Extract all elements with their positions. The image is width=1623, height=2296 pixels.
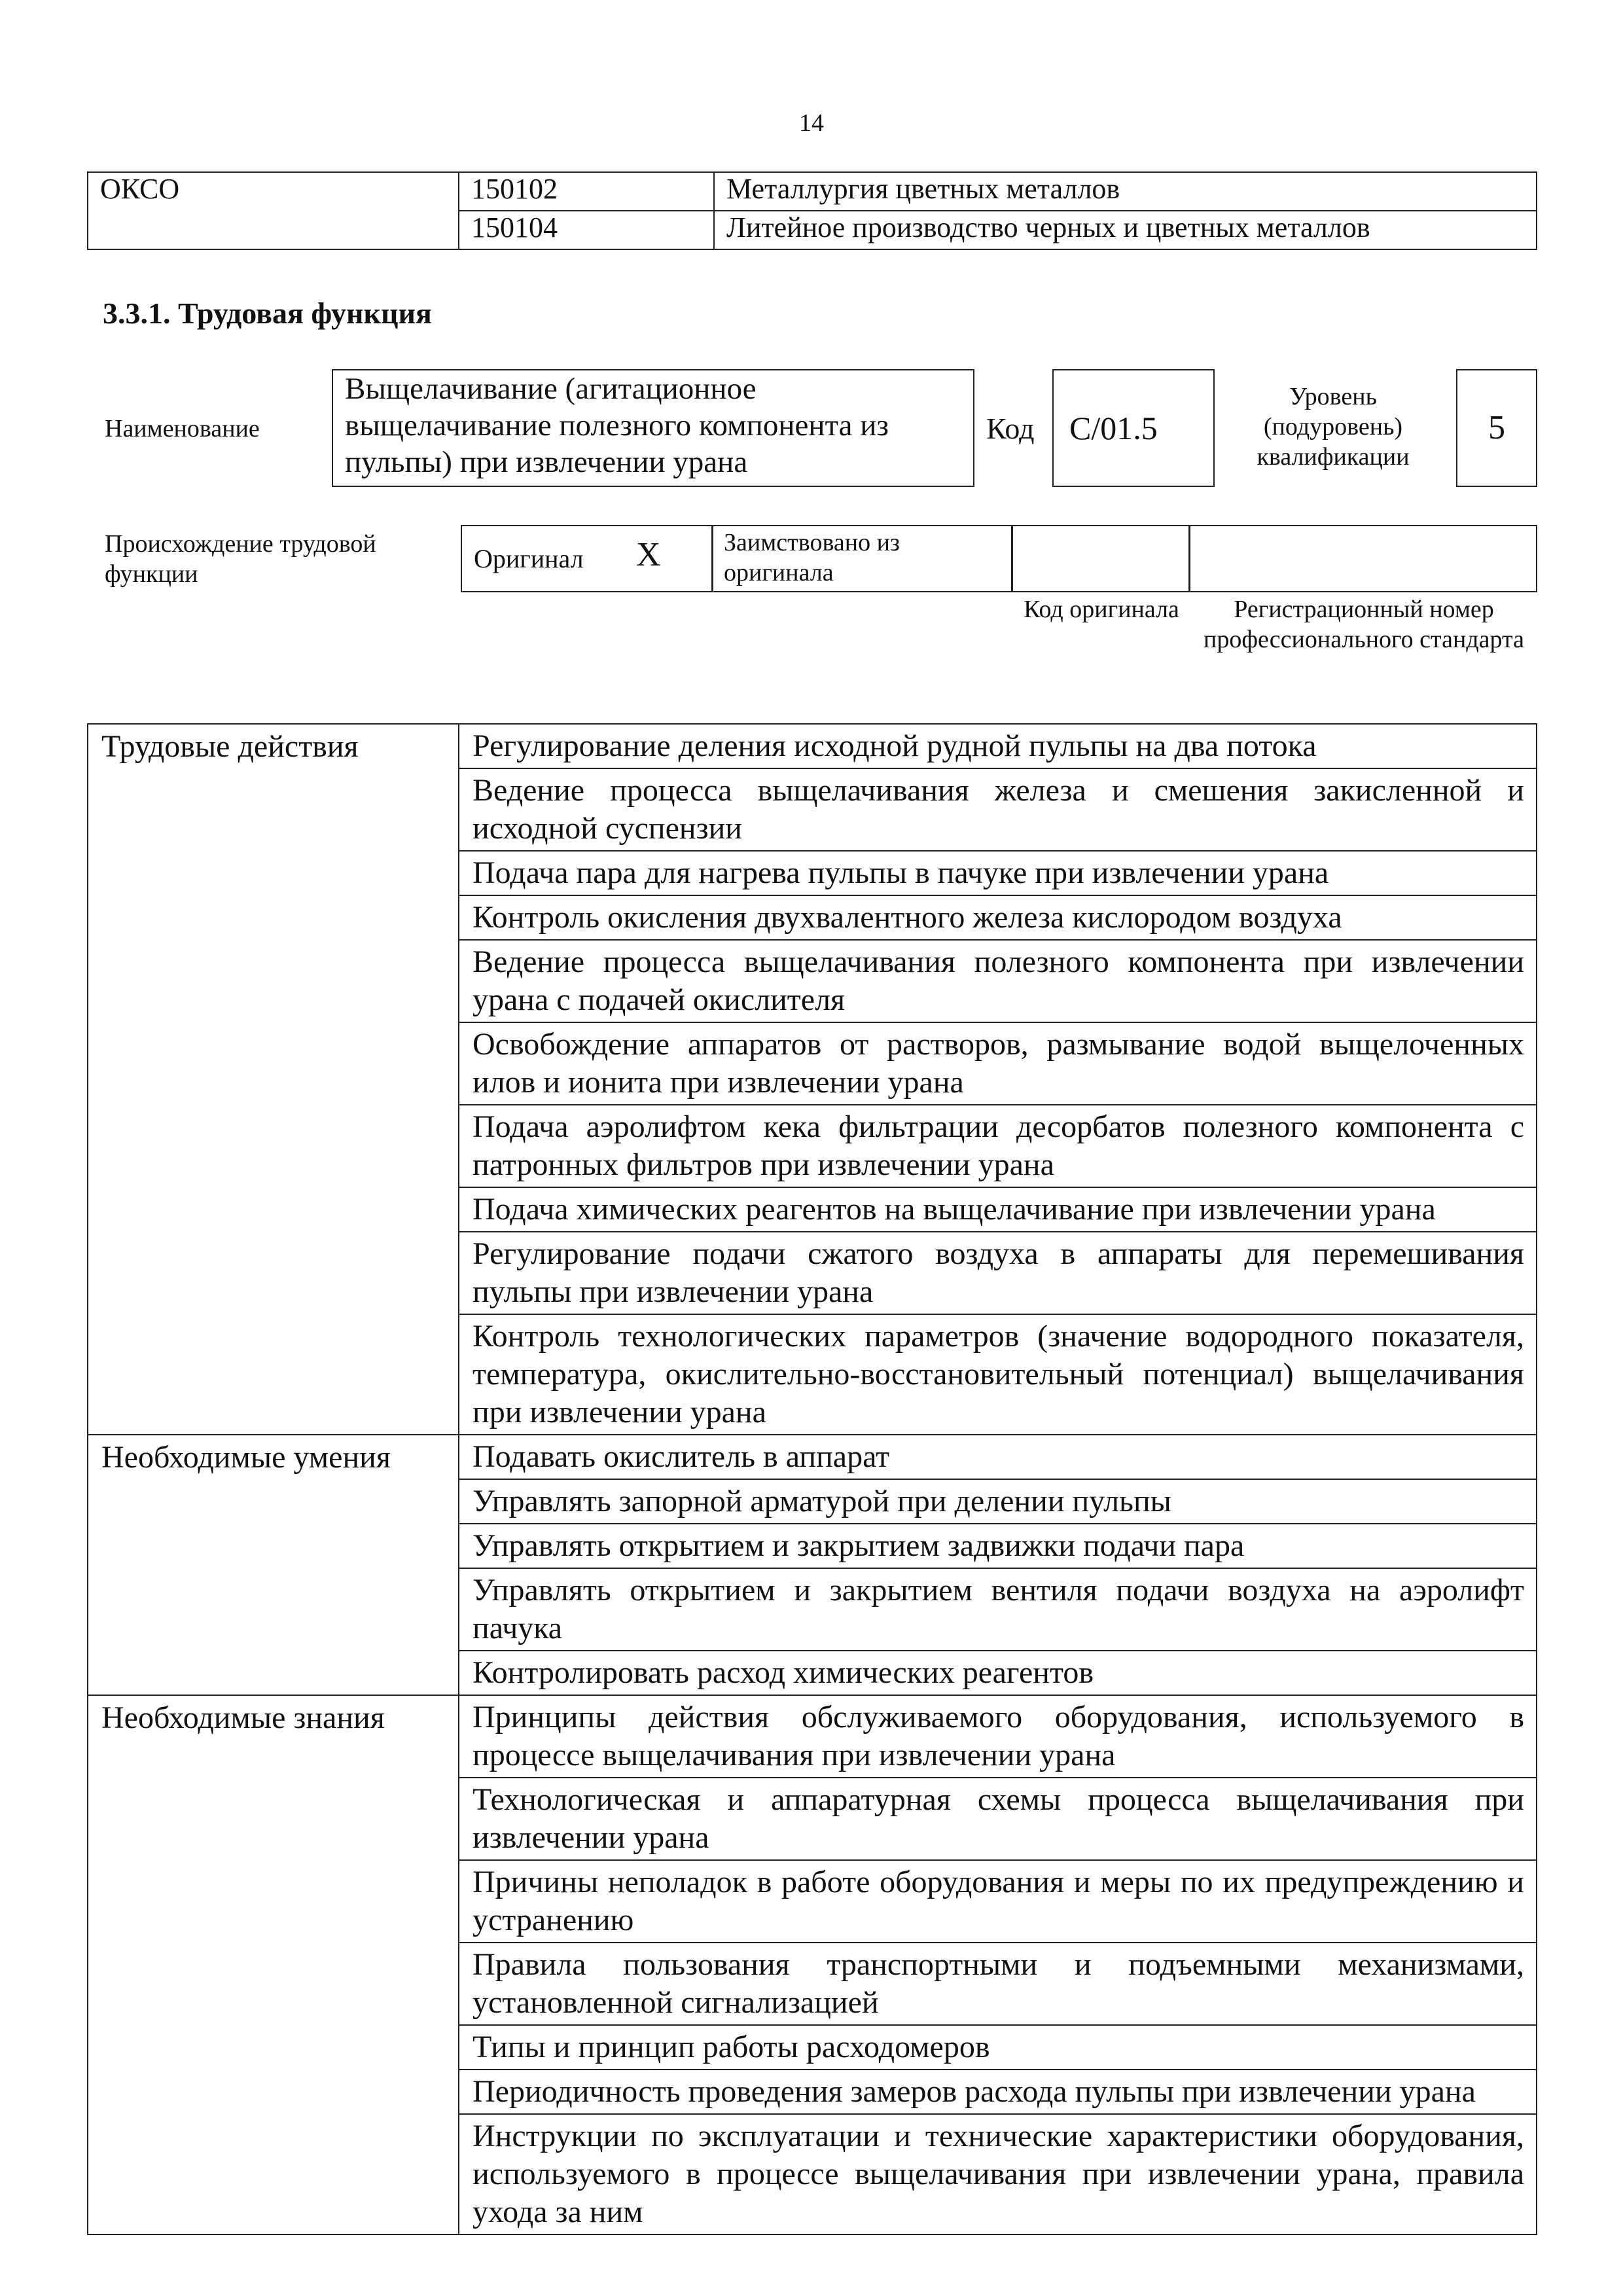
required-knowledge-title: Необходимые знания — [88, 1695, 459, 2234]
required-knowledge-item: Причины неполадок в работе оборудования и меры по их предупреждению и устранению — [459, 1860, 1537, 1943]
origin-box — [461, 525, 1537, 592]
level-value: 5 — [1488, 409, 1505, 446]
code-label: Код — [986, 412, 1035, 445]
code-original-caption: Код оригинала — [1024, 596, 1179, 623]
required-knowledge-item: Периодичность проведения замеров расхода пульпы при извлечении урана — [459, 2070, 1537, 2114]
labor-actions-item: Подача химических реагентов на выщелачивание при извлечении урана — [459, 1187, 1537, 1232]
level-box — [1456, 369, 1537, 487]
required-knowledge-item: Типы и принцип работы расходомеров — [459, 2025, 1537, 2070]
labor-actions-item: Контроль окисления двухвалентного железа кислородом воздуха — [459, 895, 1537, 940]
table-row — [88, 1435, 1537, 1479]
function-details-table — [87, 723, 1537, 2235]
origin-divider — [1011, 525, 1013, 592]
function-name-box — [332, 369, 974, 487]
table-row — [88, 724, 1537, 768]
required-knowledge-item: Правила пользования транспортными и подъемными механизмами, установленной сигнализацией — [459, 1943, 1537, 2025]
labor-actions-title: Трудовые действия — [88, 724, 459, 1435]
required-knowledge-item: Инструкции по эксплуатации и технические характеристики оборудования, используемого в процессе выщелачивания при извлечении урана, правила ухода за ним — [459, 2114, 1537, 2234]
origin-label: Происхождение трудовой функции — [105, 530, 376, 588]
okso-row — [88, 172, 1537, 211]
required-skills-item: Управлять открытием и закрытием вентиля подачи воздуха на аэролифт пачука — [459, 1568, 1537, 1651]
section-heading: 3.3.1. Трудовая функция — [103, 296, 432, 330]
origin-divider — [711, 525, 713, 592]
required-knowledge-item: Технологическая и аппаратурная схемы процесса выщелачивания при извлечении урана — [459, 1778, 1537, 1860]
required-knowledge-item: Принципы действия обслуживаемого оборудования, используемого в процессе выщелачивания при извлечении урана — [459, 1695, 1537, 1778]
registration-caption: Регистрационный номер профессионального стандарта — [1204, 596, 1524, 653]
page-number: 14 — [799, 109, 824, 137]
borrowed-label: Заимствовано из оригинала — [724, 529, 900, 586]
required-skills-title: Необходимые умения — [88, 1435, 459, 1695]
okso-name: Металлургия цветных металлов — [714, 172, 1537, 211]
function-code-value: C/01.5 — [1069, 410, 1158, 446]
function-name-value: Выщелачивание (агитационное выщелачивание полезного компонента из пульпы) при извлечении урана — [345, 372, 889, 479]
okso-label: ОКСО — [88, 172, 459, 249]
okso-code: 150102 — [459, 172, 714, 211]
labor-actions-item: Регулирование подачи сжатого воздуха в аппараты для перемешивания пульпы при извлечении урана — [459, 1232, 1537, 1314]
required-skills-item: Управлять открытием и закрытием задвижки подачи пара — [459, 1524, 1537, 1568]
okso-code: 150104 — [459, 211, 714, 249]
labor-actions-item: Ведение процесса выщелачивания железа и смешения закисленной и исходной суспензии — [459, 768, 1537, 851]
labor-actions-item: Регулирование деления исходной рудной пульпы на два потока — [459, 724, 1537, 768]
required-skills-item: Управлять запорной арматурой при делении пульпы — [459, 1479, 1537, 1524]
labor-actions-item: Освобождение аппаратов от растворов, размывание водой выщелоченных илов и ионита при извлечении урана — [459, 1022, 1537, 1105]
level-label: Уровень (подуровень) квалификации — [1257, 383, 1410, 471]
okso-name: Литейное производство черных и цветных металлов — [714, 211, 1537, 249]
okso-table — [87, 171, 1537, 250]
name-label: Наименование — [105, 415, 260, 442]
table-row — [88, 1695, 1537, 1778]
labor-actions-item: Контроль технологических параметров (значение водородного показателя, температура, окислительно-восстановительный потенциал) выщелачивания при извлечении урана — [459, 1314, 1537, 1435]
origin-divider — [1188, 525, 1190, 592]
required-skills-item: Контролировать расход химических реагентов — [459, 1651, 1537, 1695]
original-mark: X — [636, 536, 661, 573]
labor-actions-item: Подача пара для нагрева пульпы в пачуке при извлечении урана — [459, 851, 1537, 895]
required-skills-item: Подавать окислитель в аппарат — [459, 1435, 1537, 1479]
labor-actions-item: Подача аэролифтом кека фильтрации десорбатов полезного компонента с патронных фильтров при извлечении урана — [459, 1105, 1537, 1187]
function-code-box — [1052, 369, 1215, 487]
labor-actions-item: Ведение процесса выщелачивания полезного компонента при извлечении урана с подачей окислителя — [459, 940, 1537, 1022]
original-label: Оригинал — [474, 544, 584, 573]
